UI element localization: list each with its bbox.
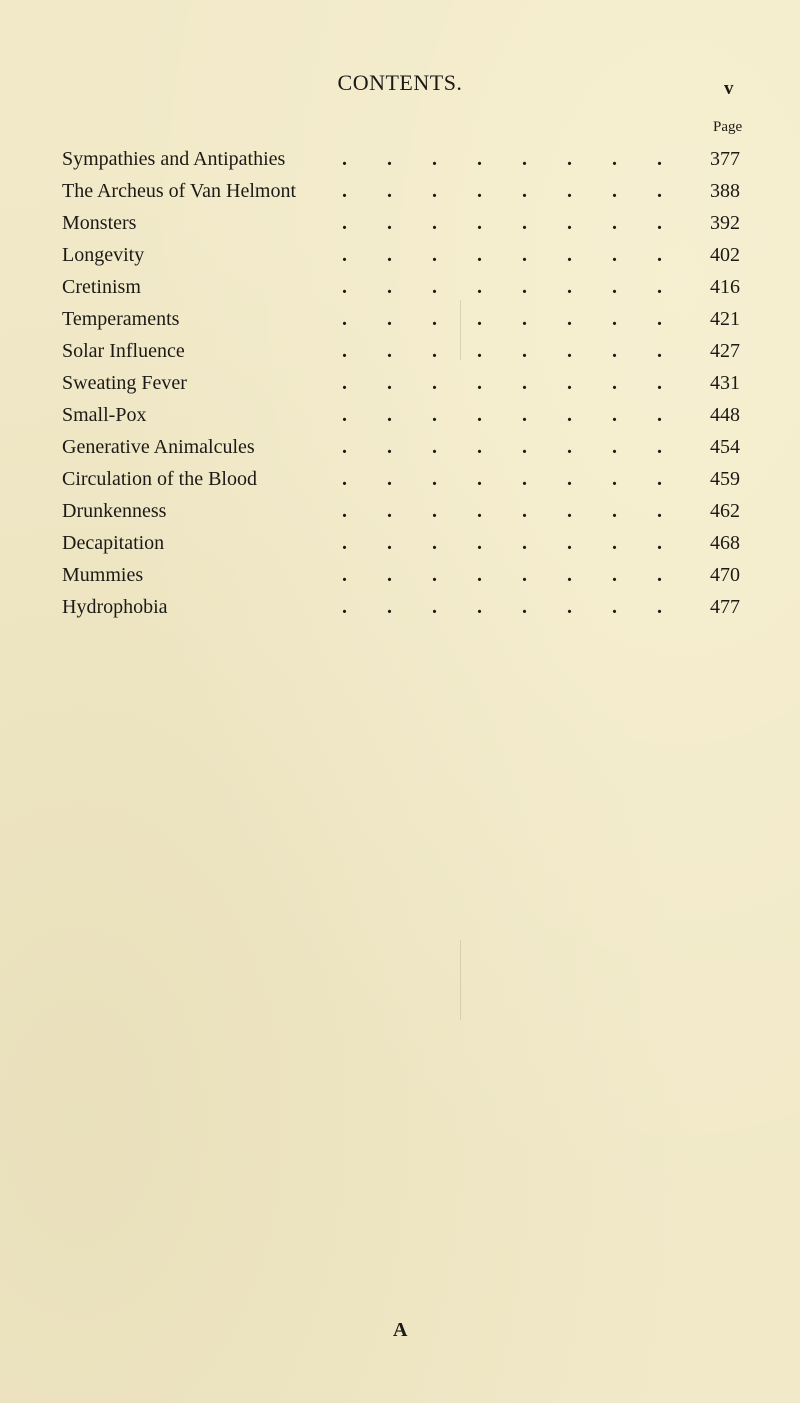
toc-entry-page: 392	[710, 212, 740, 234]
toc-entry-title: Sweating Fever	[62, 372, 187, 394]
toc-entry-title: Mummies	[62, 564, 144, 586]
toc-leader-dots: . . . . . . . .	[342, 308, 662, 330]
toc-entry-title: Longevity	[62, 244, 145, 266]
toc-entry-page: 421	[710, 308, 740, 330]
toc-leader-dots: . . . . . . . .	[342, 212, 662, 234]
toc-entry	[62, 370, 742, 402]
toc-entry-title: The Archeus of Van Helmont	[62, 180, 297, 202]
toc-entry-page: 377	[710, 148, 740, 170]
toc-leader-dots: . . . . . . . .	[342, 468, 662, 490]
toc-entry-page: 448	[710, 404, 740, 426]
toc-entry-page: 459	[710, 468, 740, 490]
toc-entry-page: 388	[710, 180, 740, 202]
toc-entry	[62, 434, 742, 466]
running-title: CONTENTS.	[337, 70, 463, 95]
toc-entry	[62, 242, 742, 274]
toc-entry-title: Hydrophobia	[62, 596, 168, 618]
toc-entry-title: Drunkenness	[62, 500, 167, 522]
toc-entry-page: 427	[710, 340, 740, 362]
toc-entry-page: 416	[710, 276, 740, 298]
toc-leader-dots: . . . . . . . .	[342, 276, 662, 298]
toc-entry	[62, 402, 742, 434]
signature-mark: A	[393, 1319, 408, 1341]
toc-entry	[62, 530, 742, 562]
toc-entry	[62, 306, 742, 338]
toc-leader-dots: . . . . . . . .	[342, 372, 662, 394]
toc-entry	[62, 178, 742, 210]
toc-entry-page: 454	[710, 436, 740, 458]
toc-entry-page: 477	[710, 596, 740, 618]
toc-entry-page: 468	[710, 532, 740, 554]
page-column-label: Page	[713, 119, 743, 135]
toc-entry-page: 470	[710, 564, 740, 586]
toc-entry	[62, 274, 742, 306]
toc-entry-title: Solar Influence	[62, 340, 185, 362]
toc-entry	[62, 562, 742, 594]
toc-leader-dots: . . . . . . . .	[342, 500, 662, 522]
toc-leader-dots: . . . . . . . .	[342, 404, 662, 426]
toc-entry-page: 402	[710, 244, 740, 266]
toc-entry-page: 431	[710, 372, 740, 394]
toc-entry-page: 462	[710, 500, 740, 522]
toc-leader-dots: . . . . . . . .	[342, 596, 662, 618]
toc-entry-title: Temperaments	[62, 308, 180, 330]
table-of-contents	[62, 146, 742, 626]
toc-leader-dots: . . . . . . . .	[342, 564, 662, 586]
toc-entry-title: Cretinism	[62, 276, 141, 298]
toc-leader-dots: . . . . . . . .	[342, 244, 662, 266]
toc-entry	[62, 498, 742, 530]
page-folio: v	[724, 78, 734, 99]
toc-entry	[62, 210, 742, 242]
toc-entry-title: Monsters	[62, 212, 137, 234]
toc-leader-dots: . . . . . . . .	[342, 532, 662, 554]
toc-entry-title: Small-Pox	[62, 404, 147, 426]
toc-entry-title: Decapitation	[62, 532, 165, 554]
paper-crease	[460, 940, 461, 1020]
toc-leader-dots: . . . . . . . .	[342, 180, 662, 202]
toc-entry-title: Circulation of the Blood	[62, 468, 257, 490]
toc-leader-dots: . . . . . . . .	[342, 436, 662, 458]
toc-leader-dots: . . . . . . . .	[342, 148, 662, 170]
toc-entry-title: Sympathies and Antipathies	[62, 148, 286, 170]
toc-entry	[62, 466, 742, 498]
toc-entry-title: Generative Animalcules	[62, 436, 255, 458]
toc-leader-dots: . . . . . . . .	[342, 340, 662, 362]
toc-entry	[62, 146, 742, 178]
toc-entry	[62, 338, 742, 370]
toc-entry	[62, 594, 742, 626]
